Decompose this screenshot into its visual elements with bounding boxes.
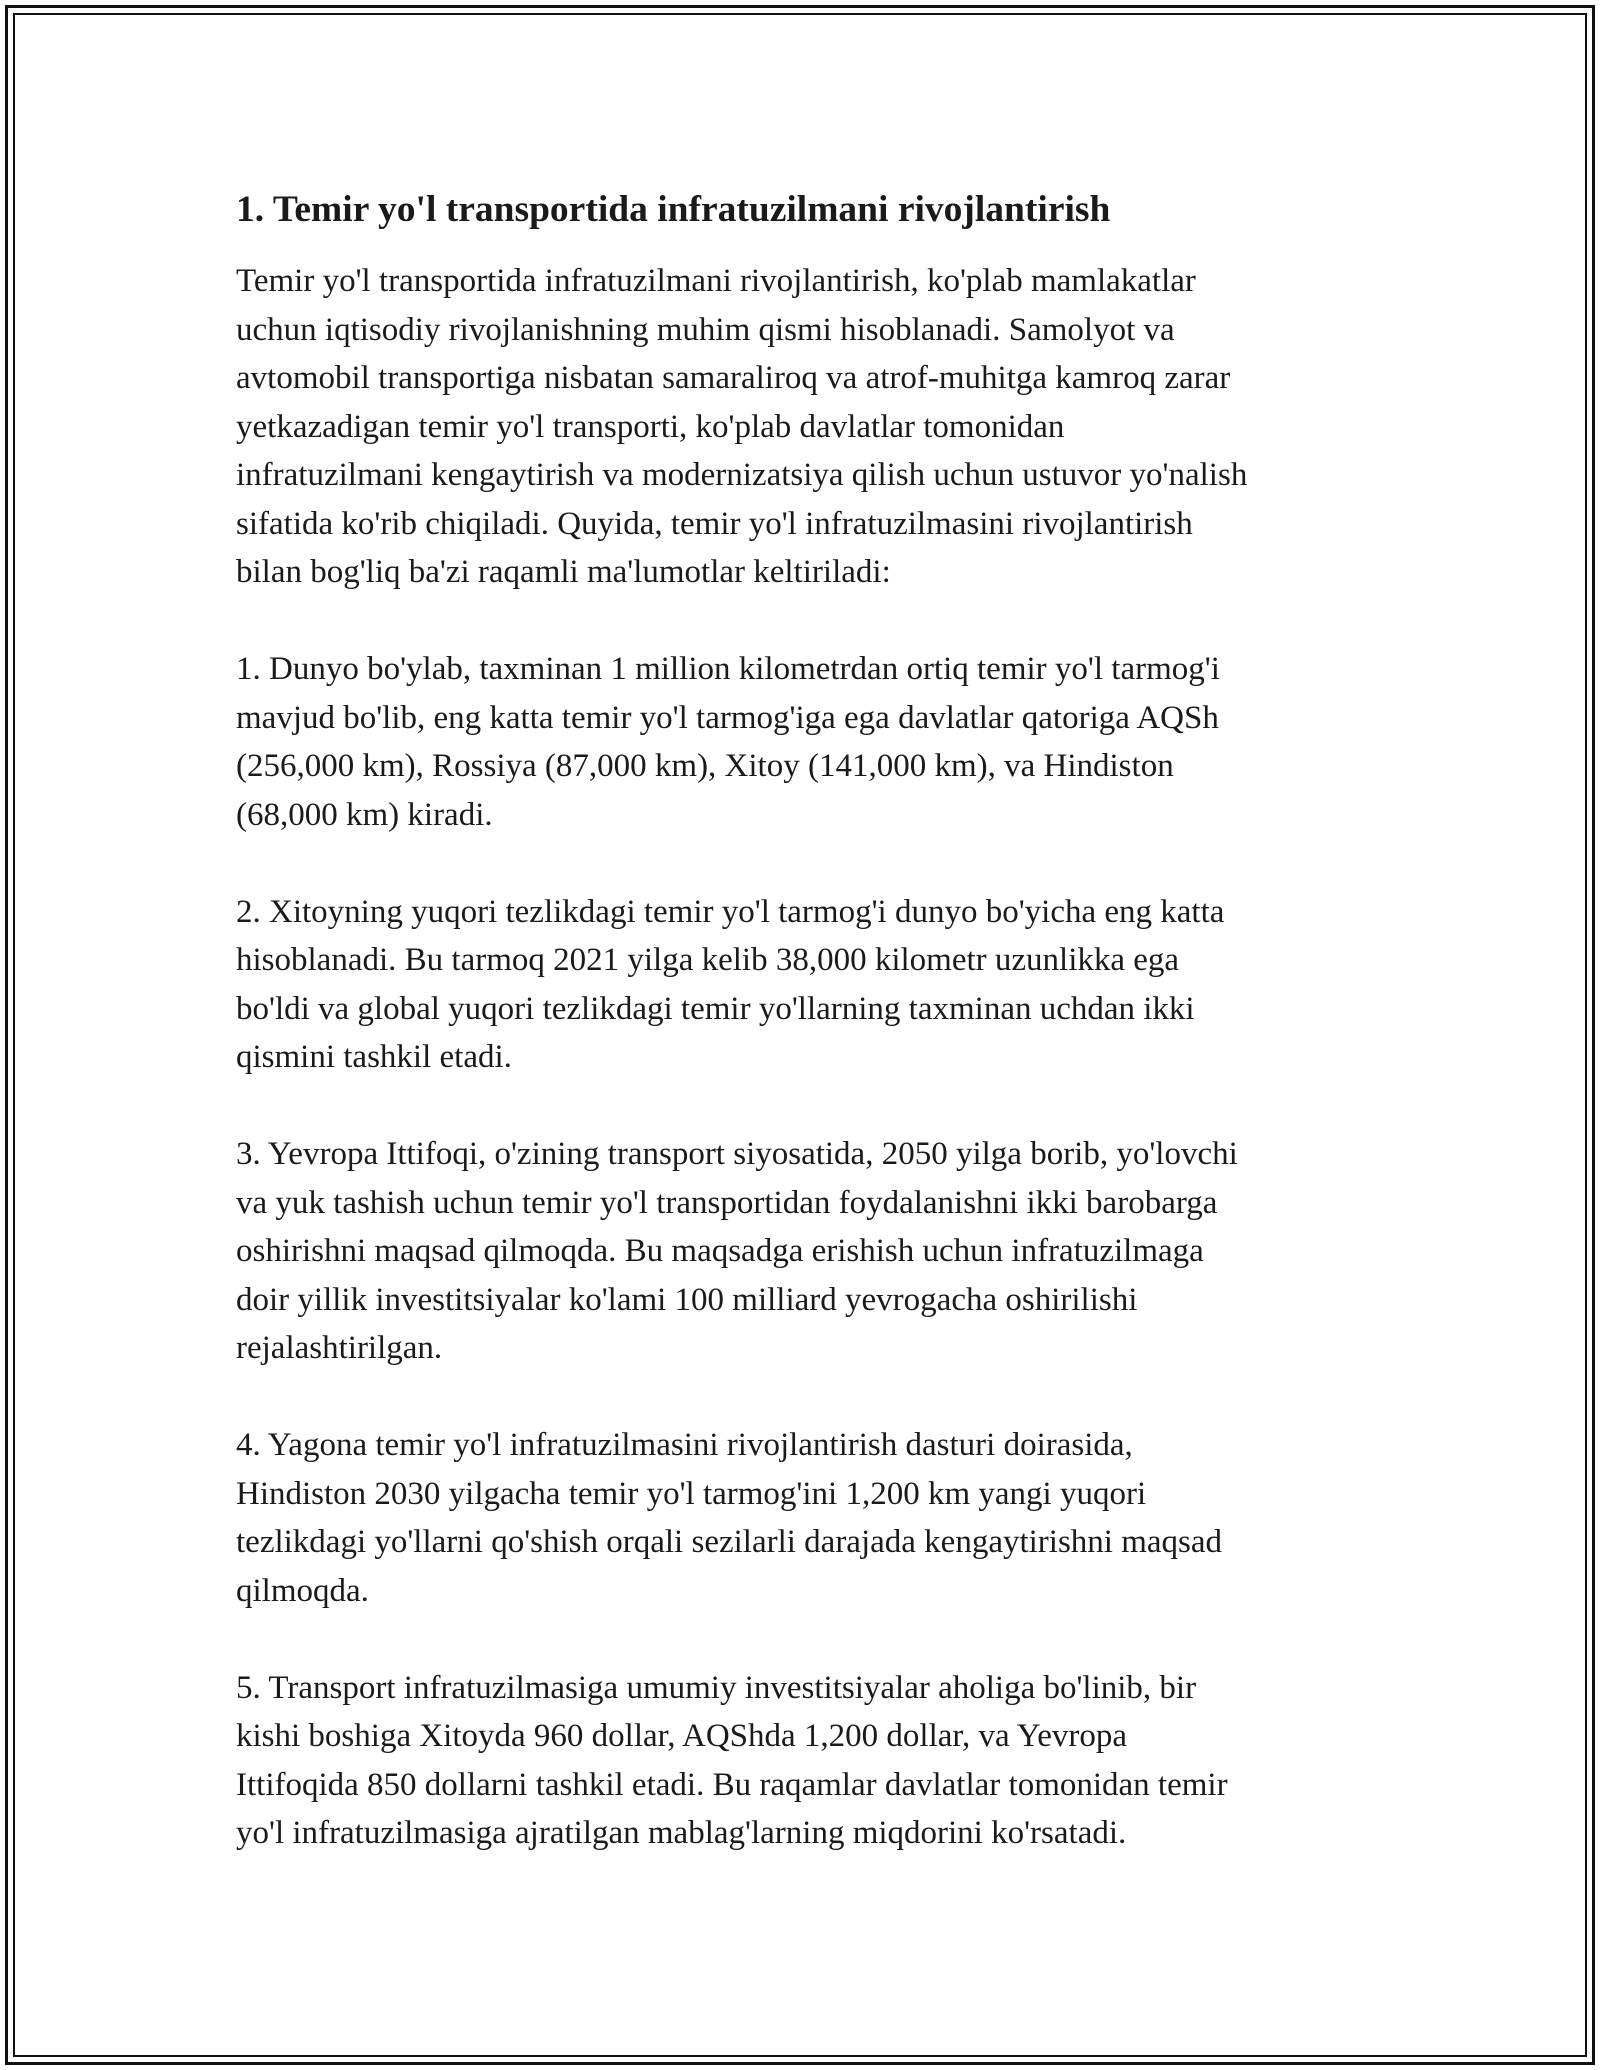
text-line: yetkazadigan temir yo'l transporti, ko'plab davlatlar tomonidan (236, 408, 1065, 445)
list-item-5 (236, 1664, 1366, 1858)
text-line: 1. Dunyo bo'ylab, taxminan 1 million kilometrdan ortiq temir yo'l tarmog'i (236, 651, 1220, 687)
text-line: yo'l infratuzilmasiga ajratilgan mablag'larning miqdorini ko'rsatadi. (236, 1815, 1127, 1851)
list-item-1 (236, 645, 1366, 839)
text-line: Hindiston 2030 yilgacha temir yo'l tarmog'ini 1,200 km yangi yuqori (236, 1475, 1147, 1512)
intro-paragraph (236, 257, 1366, 597)
text-line: (256,000 km), Rossiya (87,000 km), Xitoy (141,000 km), va Hindiston (236, 748, 1174, 784)
text-line: bilan bog'liq ba'zi raqamli ma'lumotlar keltiriladi: (236, 554, 891, 590)
list-item-4 (236, 1421, 1366, 1615)
text-line: uchun iqtisodiy rivojlanishning muhim qismi hisoblanadi. Samolyot va (236, 311, 1175, 348)
list-item-2 (236, 888, 1366, 1082)
text-line: rejalashtirilgan. (236, 1330, 443, 1366)
text-line: Ittifoqida 850 dollarni tashkil etadi. Bu raqamlar davlatlar tomonidan temir (236, 1766, 1228, 1803)
text-line: qilmoqda. (236, 1572, 369, 1609)
document-page (236, 185, 1366, 1858)
text-line: qismini tashkil etadi. (236, 1039, 512, 1075)
text-line: hisoblanadi. Bu tarmoq 2021 yilga kelib 38,000 kilometr uzunlikka ega (236, 942, 1180, 978)
section-heading: 1. Temir yo'l transportida infratuzilmani rivojlantirish (236, 189, 1111, 230)
text-line: 3. Yevropa Ittifoqi, o'zining transport siyosatida, 2050 yilga borib, yo'lovchi (236, 1136, 1238, 1172)
text-line: oshirishni maqsad qilmoqda. Bu maqsadga erishish uchun infratuzilmaga (236, 1233, 1204, 1269)
text-line: mavjud bo'lib, eng katta temir yo'l tarmog'iga ega davlatlar qatoriga AQSh (236, 699, 1219, 736)
text-line: va yuk tashish uchun temir yo'l transportidan foydalanishni ikki barobarga (236, 1184, 1218, 1221)
text-line: Temir yo'l transportida infratuzilmani rivojlantirish, ko'plab mamlakatlar (236, 263, 1196, 299)
text-line: 4. Yagona temir yo'l infratuzilmasini rivojlantirish dasturi doirasida, (236, 1427, 1133, 1463)
text-line: 5. Transport infratuzilmasiga umumiy investitsiyalar aholiga bo'linib, bir (236, 1669, 1197, 1706)
text-line: tezlikdagi yo'llarni qo'shish orqali sezilarli darajada kengaytirishni maqsad (236, 1524, 1223, 1560)
list-item-3 (236, 1130, 1366, 1373)
text-line: sifatida ko'rib chiqiladi. Quyida, temir yo'l infratuzilmasini rivojlantirish (236, 505, 1193, 542)
text-line: (68,000 km) kiradi. (236, 796, 493, 833)
text-line: infratuzilmani kengaytirish va modernizatsiya qilish uchun ustuvor yo'nalish (236, 457, 1248, 493)
text-line: avtomobil transportiga nisbatan samaraliroq va atrof-muhitga kamroq zarar (236, 360, 1231, 396)
text-line: kishi boshiga Xitoyda 960 dollar, AQShda 1,200 dollar, va Yevropa (236, 1718, 1128, 1754)
text-line: bo'ldi va global yuqori tezlikdagi temir yo'llarning taxminan uchdan ikki (236, 990, 1195, 1027)
text-line: doir yillik investitsiyalar ko'lami 100 milliard yevrogacha oshirilishi (236, 1281, 1138, 1318)
text-line: 2. Xitoyning yuqori tezlikdagi temir yo'l tarmog'i dunyo bo'yicha eng katta (236, 893, 1225, 930)
